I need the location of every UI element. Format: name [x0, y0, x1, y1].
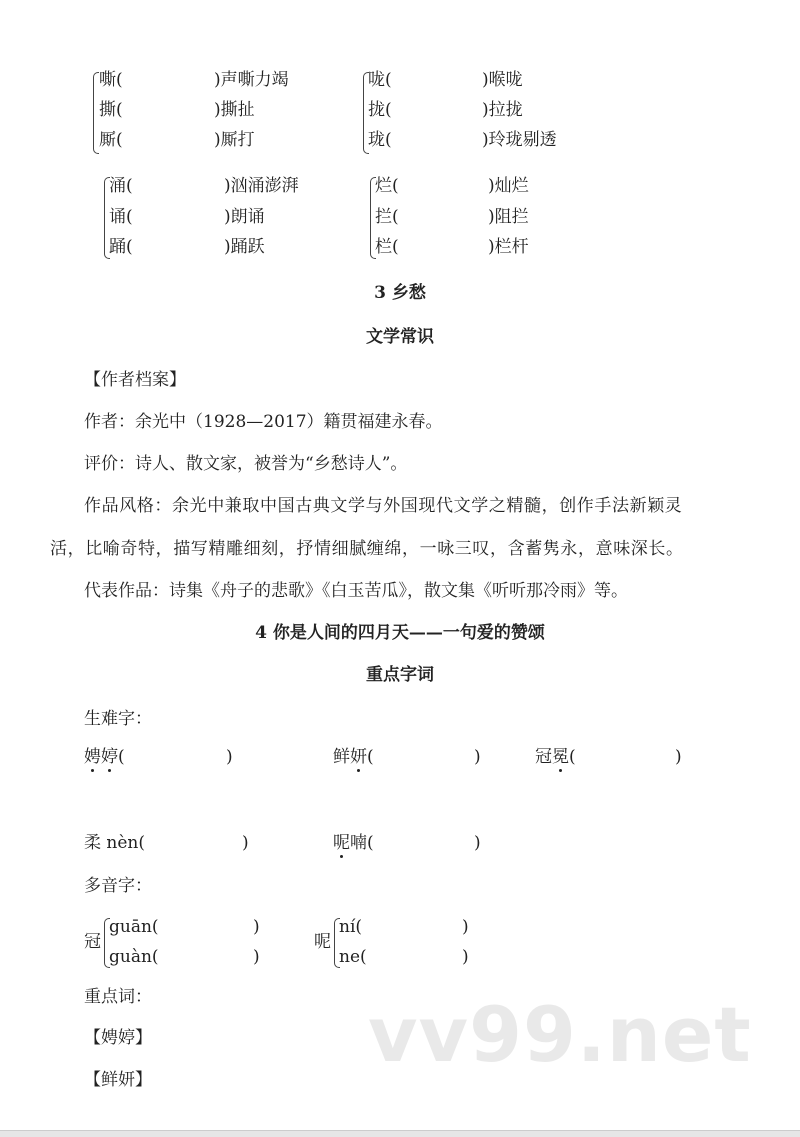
key-word-heading: 【娉婷】 — [84, 1028, 152, 1048]
archive-heading: 【作者档案】 — [84, 370, 186, 390]
word-blank: 呢喃( — [333, 833, 374, 853]
close-paren: ) — [462, 947, 469, 967]
polyphone-char: 呢 — [314, 932, 331, 952]
word-item: )栏杆 — [488, 237, 529, 257]
word-item: )踊跃 — [224, 237, 265, 257]
close-paren: ) — [474, 833, 481, 853]
word-item: )朗诵 — [224, 207, 265, 227]
char-item: 拦( — [375, 207, 399, 227]
char-item: 嘶( — [99, 70, 123, 90]
key-word-heading: 【鲜妍】 — [84, 1070, 152, 1090]
close-paren: ) — [462, 917, 469, 937]
char-item: 烂( — [375, 176, 399, 196]
works-line: 代表作品：诗集《舟子的悲歌》《白玉苦瓜》，散文集《听听那冷雨》等。 — [84, 581, 628, 601]
style-line-cont: 活，比喻奇特，描写精雕细刻，抒情细腻缠绵，一咏三叹，含蓄隽永，意味深长。 — [50, 539, 684, 559]
style-line: 作品风格：余光中兼取中国古典文学与外国现代文学之精髓，创作手法新颖灵 — [84, 496, 683, 516]
watermark: vv99.net — [368, 990, 752, 1079]
char-item: 涌( — [109, 176, 133, 196]
char-item: 拢( — [368, 100, 392, 120]
char-item: 撕( — [99, 100, 123, 120]
word-blank: 娉婷( — [84, 747, 125, 767]
author-line: 作者：余光中（1928—2017）籍贯福建永春。 — [84, 412, 443, 432]
close-paren: ) — [226, 747, 233, 767]
close-paren: ) — [253, 947, 260, 967]
close-paren: ) — [474, 747, 481, 767]
char-item: 咙( — [368, 70, 392, 90]
section-title: 4 你是人间的四月天——一句爱的赞颂 — [255, 623, 545, 643]
word-blank: 鲜妍( — [333, 747, 374, 767]
close-paren: ) — [253, 917, 260, 937]
word-item: )阻拦 — [488, 207, 529, 227]
polyphone-label: 多音字： — [84, 876, 152, 896]
char-item: 栏( — [375, 237, 399, 257]
pinyin-item: guān( — [109, 917, 159, 937]
page-bottom-edge — [0, 1130, 800, 1137]
word-item: )灿烂 — [488, 176, 529, 196]
word-item: )撕扯 — [214, 100, 255, 120]
key-words-label: 重点词： — [84, 987, 152, 1007]
review-line: 评价：诗人、散文家，被誉为“乡愁诗人”。 — [84, 454, 408, 474]
char-item: 珑( — [368, 130, 392, 150]
word-item: )厮打 — [214, 130, 255, 150]
pinyin-item: guàn( — [109, 947, 159, 967]
pinyin-item: ne( — [339, 947, 367, 967]
word-blank: 冠冕( — [535, 747, 576, 767]
section-subtitle: 文学常识 — [366, 327, 434, 347]
char-item: 诵( — [109, 207, 133, 227]
hard-chars-label: 生难字： — [84, 709, 152, 729]
word-blank: 柔 nèn( — [84, 833, 145, 853]
close-paren: ) — [675, 747, 682, 767]
word-item: )拉拢 — [482, 100, 523, 120]
polyphone-char: 冠 — [84, 932, 101, 952]
word-item: )声嘶力竭 — [214, 70, 289, 90]
pinyin-item: ní( — [339, 917, 363, 937]
word-item: )汹涌澎湃 — [224, 176, 299, 196]
char-item: 厮( — [99, 130, 123, 150]
word-item: )玲珑剔透 — [482, 130, 557, 150]
close-paren: ) — [242, 833, 249, 853]
section-title: 3 乡愁 — [374, 283, 426, 303]
word-item: )喉咙 — [482, 70, 523, 90]
char-item: 踊( — [109, 237, 133, 257]
section-subtitle: 重点字词 — [366, 665, 434, 685]
